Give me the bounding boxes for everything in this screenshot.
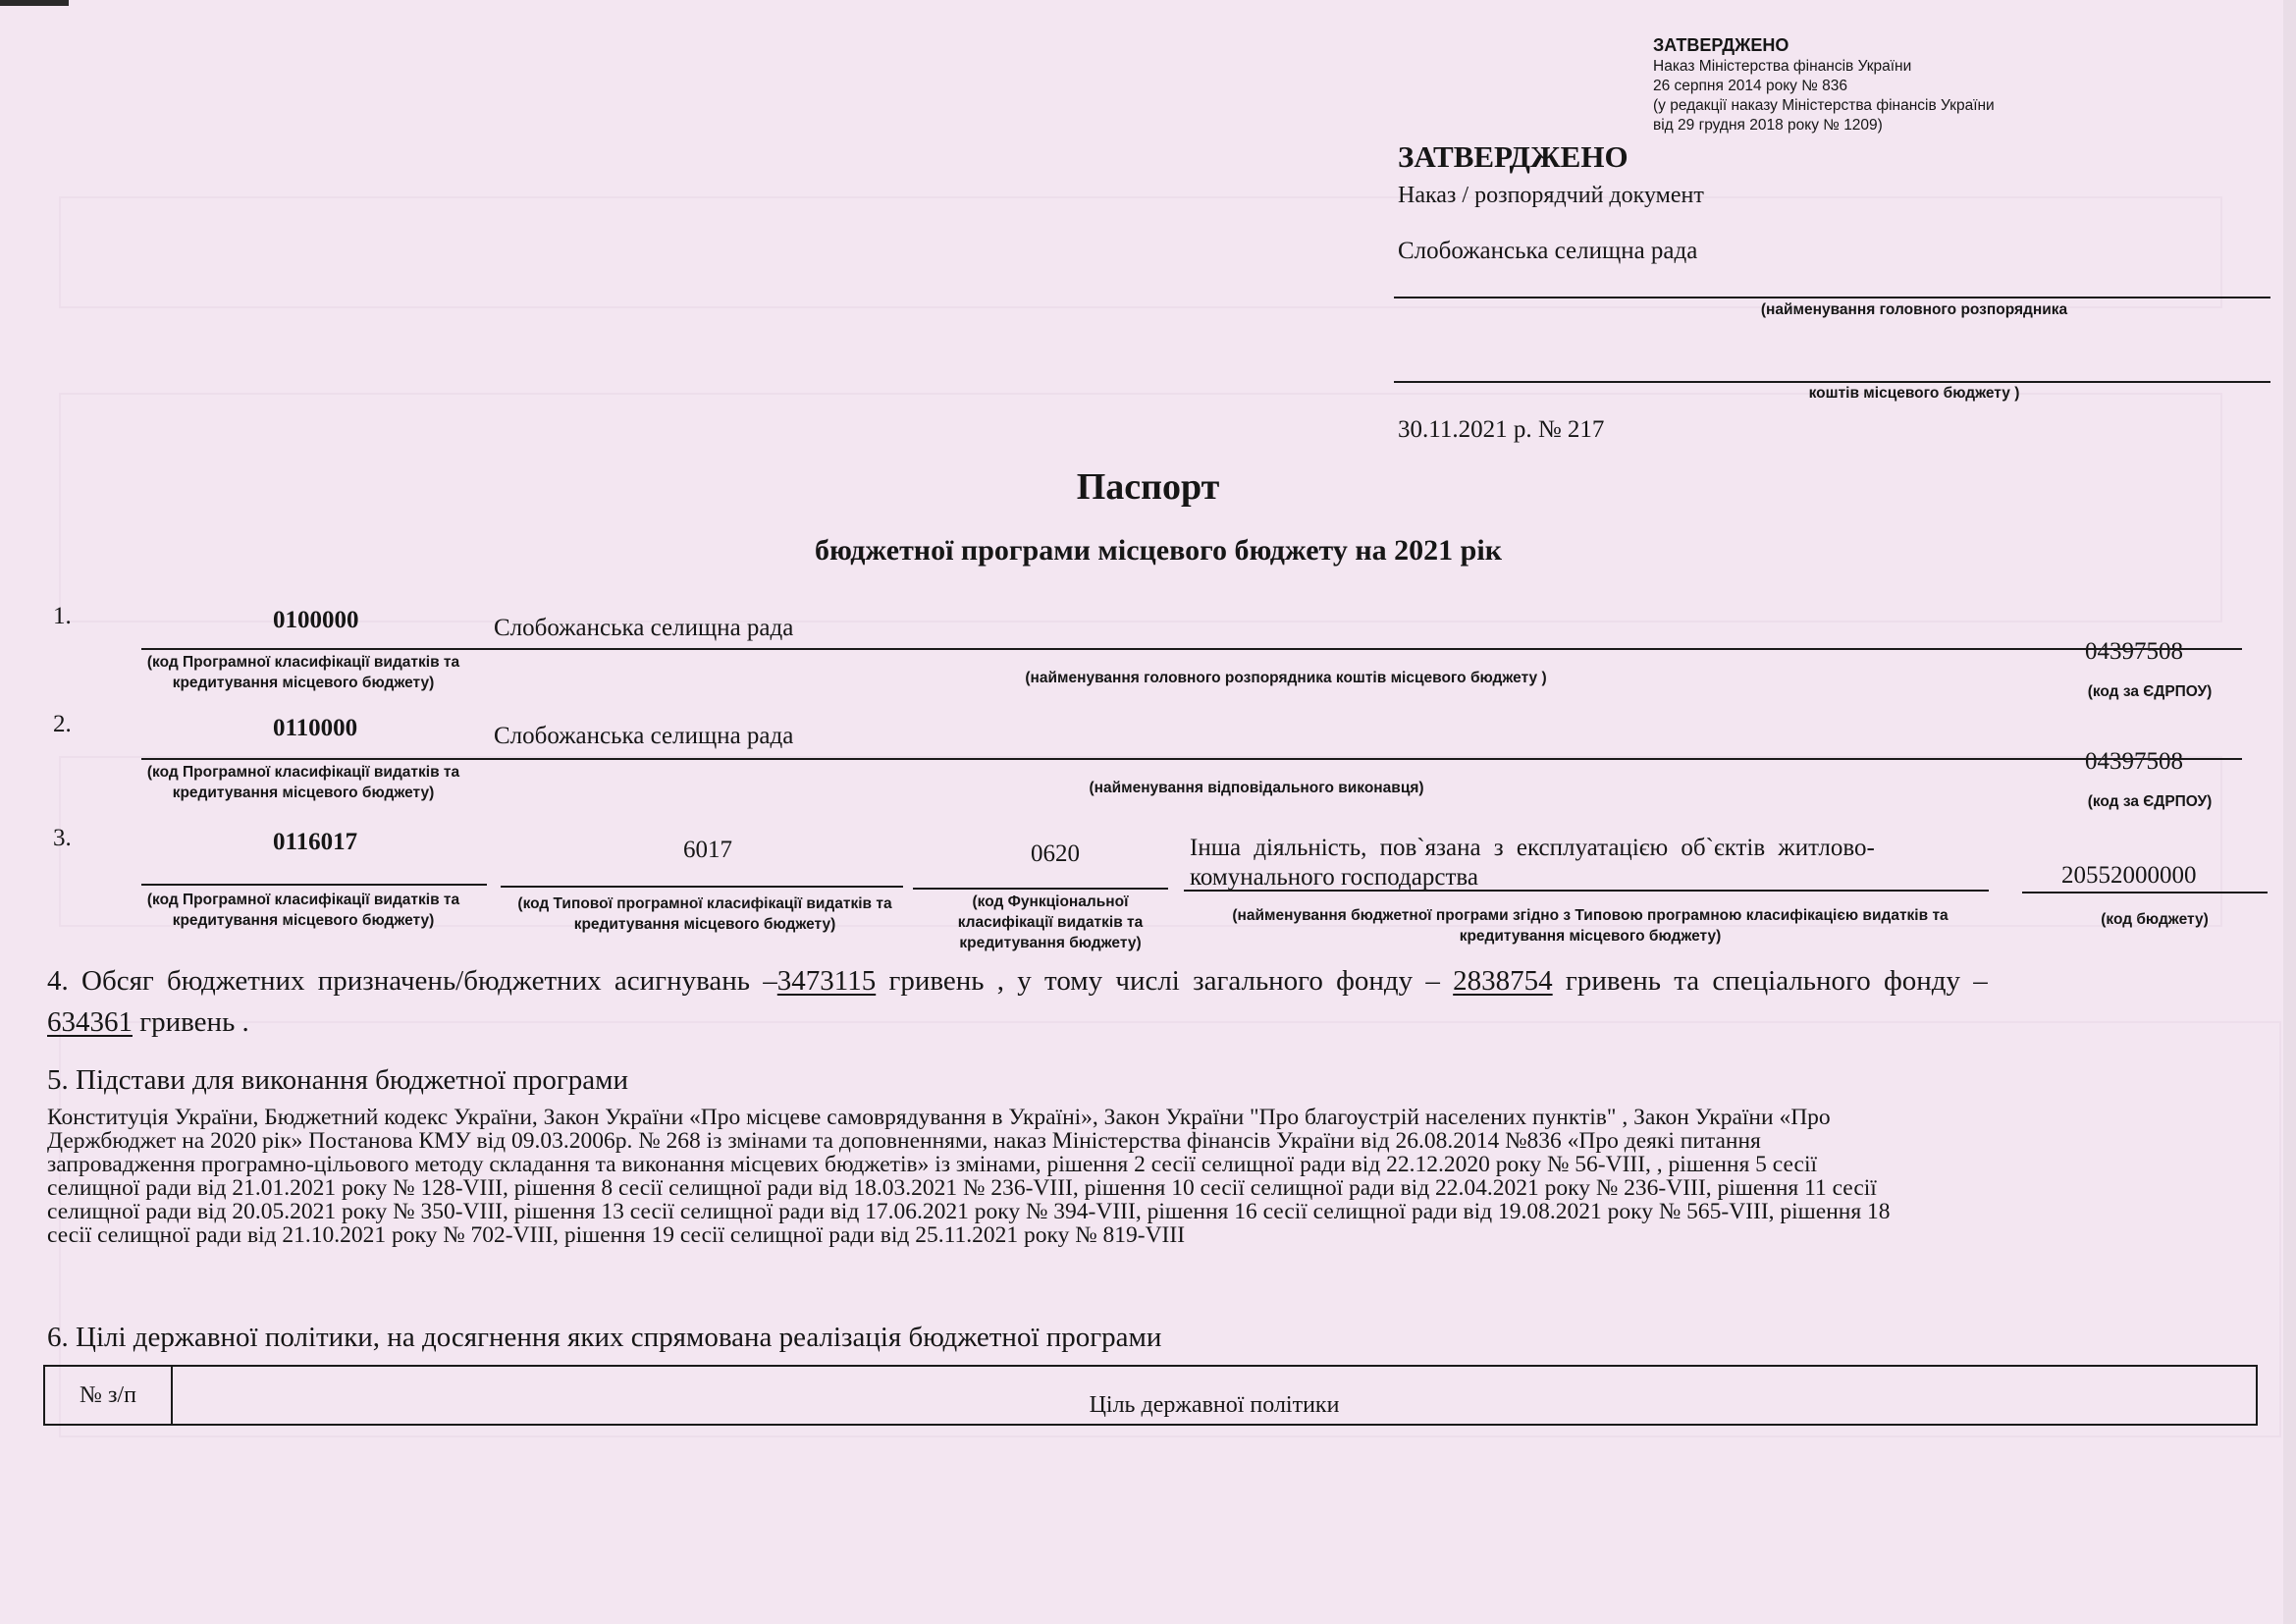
row3-number: 3.	[53, 825, 72, 851]
section4-part-1: 4. Обсяг бюджетних призначень/бюджетних асигнувань –	[47, 965, 777, 997]
corner-mark	[0, 0, 69, 6]
section5-line-6: сесії селищної ради від 21.10.2021 року № 702-VIII, рішення 19 сесії селищної ради від 25.11.2021 року № 819-VIII	[47, 1222, 1186, 1248]
approval-date-number: 30.11.2021 р. № 217	[1398, 416, 1605, 443]
goals-col-goal: Ціль державної політики	[172, 1366, 2257, 1425]
approval-stamp	[1653, 33, 1995, 135]
row3-code: 0116017	[273, 829, 358, 855]
approval-caption-2: коштів місцевого бюджету )	[1808, 385, 2020, 402]
row3-line-4	[1184, 890, 1989, 892]
section4-general: 2838754	[1453, 965, 1553, 997]
section4-part-4: гривень .	[133, 1006, 249, 1038]
row2-code: 0110000	[273, 715, 358, 741]
row1-caption-name: (найменування головного розпорядника коштів місцевого бюджету )	[1025, 670, 1547, 686]
section5-heading: 5. Підстави для виконання бюджетної програми	[47, 1064, 629, 1096]
section5-line-3: запровадження програмно-цільового методу складання та виконання місцевих бюджетів» із змінами, рішення 2 сесії селищної ради від 22.12.2020 року № 56-VIII, , рішення 5 сесії	[47, 1152, 1818, 1177]
row1-edrpou: 04397508	[2085, 638, 2183, 665]
row1-code: 0100000	[273, 607, 359, 633]
stamp-line-2: 26 серпня 2014 року № 836	[1653, 78, 1848, 94]
section4-part-2: гривень , у тому числі загального фонду –	[876, 965, 1454, 997]
section4-text	[47, 960, 2258, 1043]
row3-name-line-2: комунального господарства	[1190, 864, 1478, 891]
approval-doc: Наказ / розпорядчий документ	[1398, 183, 1704, 208]
row3-line-1	[141, 884, 487, 886]
section5-line-4: селищної ради від 21.01.2021 року № 128-VIII, рішення 8 сесії селищної ради від 18.03.2021 № 236-VIII, рішення 10 сесії селищної ради від 22.04.2021 року № 236-VIII, рішення 11 сесії	[47, 1175, 1877, 1201]
row2-caption-edrpou: (код за ЄДРПОУ)	[2087, 793, 2213, 810]
section4-total: 3473115	[776, 965, 877, 997]
right-edge-shadow	[2283, 0, 2296, 1624]
goals-table	[43, 1365, 2258, 1426]
row3-caption-typical: (код Типової програмної класифікації видатків та кредитування місцевого бюджету)	[517, 895, 892, 933]
page-title: Паспорт	[1076, 466, 1220, 508]
section4-part-3: гривень та спеціального фонду –	[1552, 965, 1988, 997]
row1-line	[141, 648, 2242, 650]
row3-caption-code: (код Програмної класифікації видатків та кредитування місцевого бюджету)	[146, 892, 460, 929]
stamp-line-1: Наказ Міністерства фінансів України	[1653, 58, 1912, 75]
row1-name: Слобожанська селищна рада	[494, 615, 794, 641]
stamp-line-4: від 29 грудня 2018 року № 1209)	[1653, 117, 1883, 134]
row3-name-line-1: Інша діяльність, пов`язана з експлуатацією об`єктів житлово-	[1190, 835, 1875, 861]
section5-body	[47, 1106, 2266, 1247]
goals-table-header	[44, 1366, 2257, 1425]
row3-line-2	[501, 886, 903, 888]
row1-number: 1.	[53, 603, 72, 629]
section5-line-2: Держбюджет на 2020 рік» Постанова КМУ від 09.03.2006р. № 268 із змінами та доповненнями, наказ Міністерства фінансів України від 26.08.2014 №836 «Про деякі питання	[47, 1128, 1761, 1154]
row2-name: Слобожанська селищна рада	[494, 723, 794, 749]
row2-number: 2.	[53, 711, 72, 737]
row2-caption-name: (найменування відповідального виконавця)	[1089, 780, 1424, 796]
page-subtitle: бюджетної програми місцевого бюджету на 2021 рік	[815, 534, 1502, 567]
row3-caption-name: (найменування бюджетної програми згідно з Типовою програмною класифікацією видатків та кредитування місцевого бюджету)	[1232, 907, 1949, 945]
row3-line-3	[913, 888, 1168, 890]
row1-caption-edrpou: (код за ЄДРПОУ)	[2087, 683, 2213, 700]
approval-title: ЗАТВЕРДЖЕНО	[1398, 139, 1629, 174]
row3-line-5	[2022, 892, 2268, 893]
row3-budget-code: 20552000000	[2061, 862, 2197, 889]
stamp-line-3: (у редакції наказу Міністерства фінансів України	[1653, 97, 1995, 114]
approval-org: Слобожанська селищна рада	[1398, 238, 1698, 264]
row2-caption-code: (код Програмної класифікації видатків та кредитування місцевого бюджету)	[146, 764, 460, 801]
row2-line	[141, 758, 2242, 760]
section5-line-5: селищної ради від 20.05.2021 року № 350-VIII, рішення 13 сесії селищної ради від 17.06.2021 року № 394-VIII, рішення 16 сесії селищної ради від 19.08.2021 року № 565-VIII, рішення 18	[47, 1199, 1891, 1224]
approval-line-1	[1394, 297, 2270, 298]
section6-heading: 6. Цілі державної політики, на досягнення яких спрямована реалізація бюджетної програми	[47, 1322, 1162, 1353]
stamp-title: ЗАТВЕРДЖЕНО	[1653, 35, 1789, 55]
row3-func-code: 0620	[1031, 840, 1080, 867]
row3-caption-budget: (код бюджету)	[2101, 911, 2209, 928]
goals-col-number: № з/п	[44, 1366, 172, 1425]
section4-special: 634361	[47, 1006, 133, 1038]
section5-line-1: Конституція України, Бюджетний кодекс України, Закон України «Про місцеве самоврядування в Україні», Закон України "Про благоустрій населених пунктів" , Закон України «Про	[47, 1105, 1831, 1130]
approval-caption-1: (найменування головного розпорядника	[1760, 301, 2068, 318]
row2-edrpou: 04397508	[2085, 748, 2183, 775]
show-through-texture	[39, 167, 2268, 1522]
row3-typical-code: 6017	[683, 837, 732, 863]
row1-caption-code: (код Програмної класифікації видатків та кредитування місцевого бюджету)	[146, 654, 460, 691]
row3-caption-func: (код Функціональної класифікації видатків та кредитування бюджету)	[957, 893, 1144, 951]
